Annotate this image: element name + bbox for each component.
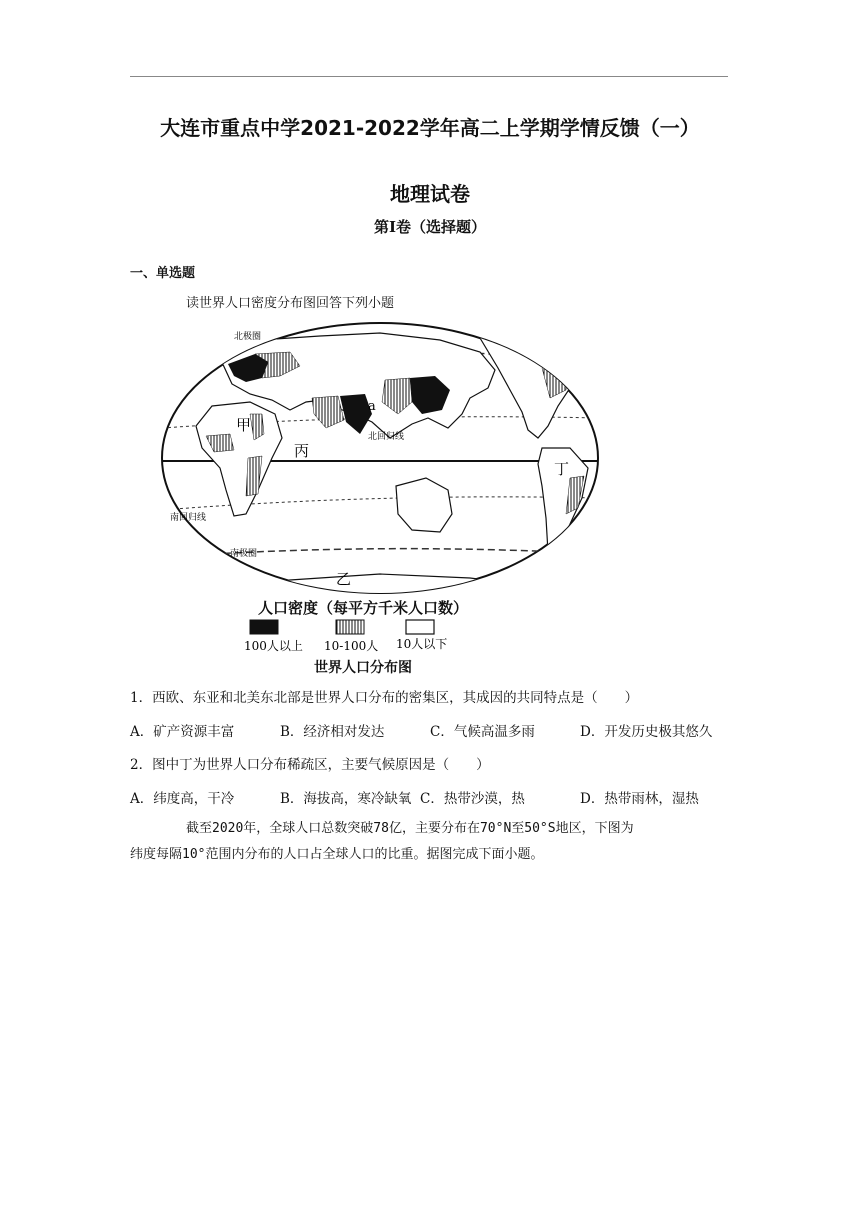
legend-label-medium: 10-100人	[324, 639, 379, 653]
question-2-option-a[interactable]: A．纬度高，干冷	[130, 791, 235, 807]
question-1-option-a[interactable]: A．矿产资源丰富	[130, 724, 235, 740]
header-rule	[130, 76, 728, 77]
world-population-map	[150, 318, 610, 598]
exam-title: 大连市重点中学2021-2022学年高二上学期学情反馈（一）	[160, 116, 700, 140]
label-ding: 丁	[554, 460, 570, 478]
label-yi: 乙	[336, 570, 352, 588]
legend-swatch-sparse	[406, 620, 434, 634]
map-instruction: 读世界人口密度分布图回答下列小题	[186, 296, 395, 311]
map-legend	[240, 618, 500, 658]
tropic-capricorn-label: 南回归线	[170, 513, 207, 523]
question-2-option-b[interactable]: B．海拔高，寒冷缺氧	[280, 791, 412, 807]
arctic-circle-label: 北极圈	[234, 332, 262, 342]
question-1-stem: 1．西欧、东亚和北美东北部是世界人口分布的密集区，其成因的共同特点是（ ）	[130, 690, 639, 706]
question-2-option-d[interactable]: D．热带雨林，湿热	[580, 791, 699, 807]
antarctic-circle-label: 南极圈	[230, 549, 258, 559]
volume-heading: 第I卷（选择题）	[373, 218, 487, 236]
legend-swatch-dense	[250, 620, 278, 634]
label-bing: 丙	[294, 442, 310, 460]
legend-label-sparse: 10人以下	[396, 637, 448, 651]
legend-title: 人口密度（每平方千米人口数）	[258, 599, 469, 617]
exam-subject: 地理试卷	[390, 182, 470, 206]
passage-line-2: 纬度每隔10°范围内分布的人口占全球人口的比重。据图完成下面小题。	[130, 847, 544, 862]
question-1-option-b[interactable]: B．经济相对发达	[280, 724, 385, 740]
section-heading: 一、单选题	[130, 266, 196, 281]
passage-text	[130, 816, 730, 868]
label-a: a	[368, 399, 376, 414]
question-2-stem: 2．图中丁为世界人口分布稀疏区，主要气候原因是（ ）	[130, 757, 490, 773]
question-2-option-c[interactable]: C．热带沙漠，热	[420, 791, 525, 807]
question-1-option-d[interactable]: D．开发历史极其悠久	[580, 724, 713, 740]
question-1-option-c[interactable]: C．气候高温多雨	[430, 724, 535, 740]
passage-line-1: 截至2020年，全球人口总数突破78亿，主要分布在70°N至50°S地区，下图为	[186, 821, 634, 836]
legend-label-dense: 100人以上	[244, 639, 303, 653]
tropic-cancer-label: 北回归线	[368, 432, 405, 442]
legend-swatch-medium	[336, 620, 364, 634]
label-jia: 甲	[236, 416, 252, 434]
antarctica-landmass	[190, 574, 570, 598]
map-caption: 世界人口分布图	[314, 660, 412, 676]
